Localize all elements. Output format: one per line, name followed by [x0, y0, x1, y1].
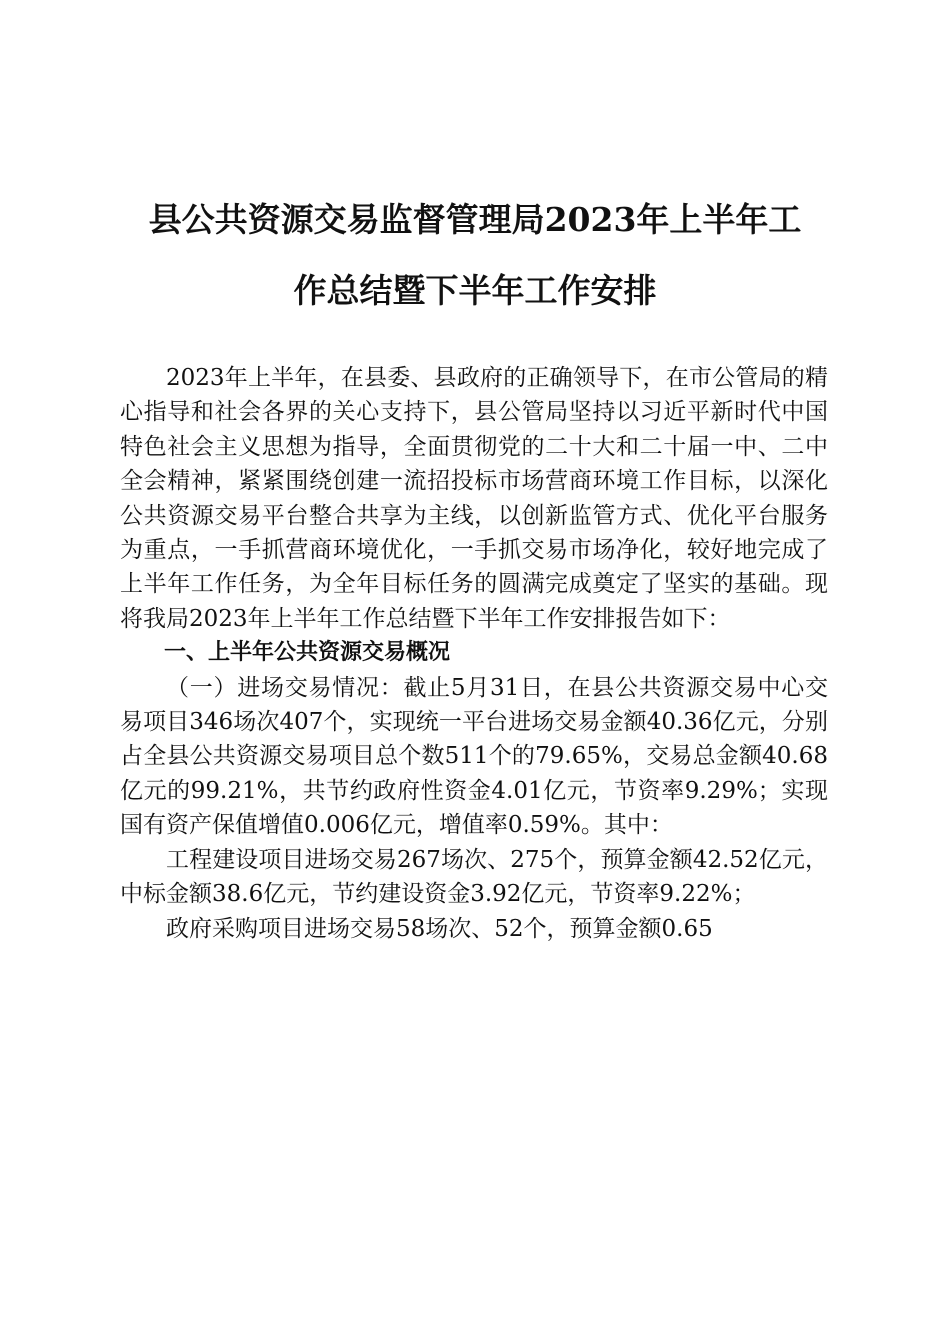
procurement-paragraph: 政府采购项目进场交易58场次、52个，预算金额0.65 [166, 915, 713, 942]
subsection-paragraph-1: （一）进场交易情况：截止5月31日，在县公共资源交易中心交易项目346场次407个，实现统一平台进场交易金额40.36亿元，分别占全县公共资源交易项目总个数511个的79.65%，交易总金额40.68亿元的99.21%，共节约政府性资金4.01亿元，节资率9.29%；实现国有资产保值增值0.006亿元，增值率0.59%。其中： [120, 674, 828, 839]
document-title-line-1: 县公共资源交易监督管理局2023年上半年工 [148, 200, 802, 239]
document-body [120, 361, 828, 946]
section-heading-1: 一、上半年公共资源交易概况 [164, 640, 451, 666]
document-title-line-2: 作总结暨下半年工作安排 [293, 271, 657, 310]
engineering-paragraph: 工程建设项目进场交易267场次、275个，预算金额42.52亿元，中标金额38.6亿元，节约建设资金3.92亿元，节资率9.22%； [120, 846, 828, 908]
intro-paragraph: 2023年上半年，在县委、县政府的正确领导下，在市公管局的精心指导和社会各界的关心支持下，县公管局坚持以习近平新时代中国特色社会主义思想为指导，全面贯彻党的二十大和二十届一中、二中全会精神，紧紧围绕创建一流招投标市场营商环境工作目标，以深化公共资源交易平台整合共享为主线，以创新监管方式、优化平台服务为重点，一手抓营商环境优化，一手抓交易市场净化，较好地完成了上半年工作任务，为全年目标任务的圆满完成奠定了坚实的基础。现将我局2023年上半年工作总结暨下半年工作安排报告如下： [120, 365, 828, 632]
